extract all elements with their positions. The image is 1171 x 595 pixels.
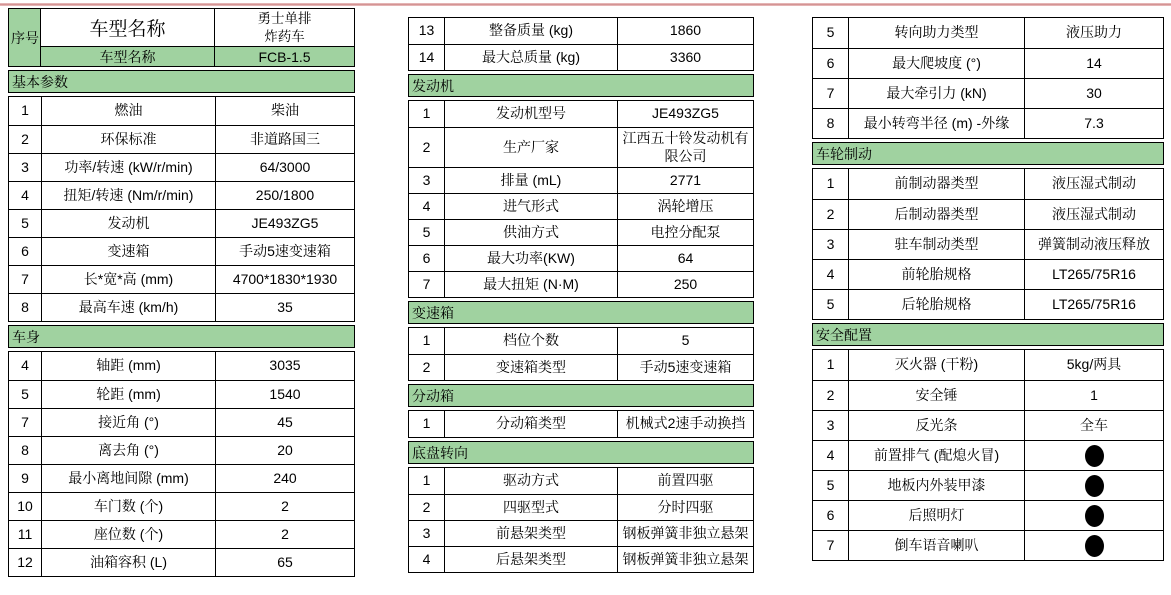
- row-label: 座位数 (个): [41, 521, 215, 548]
- row-value: LT265/75R16: [1024, 290, 1163, 319]
- table-row: [813, 380, 1163, 410]
- row-label: 最大牵引力 (kN): [848, 79, 1024, 108]
- vehicle-name-row: [41, 9, 354, 47]
- row-number: 2: [422, 358, 431, 375]
- table-row: [409, 494, 753, 520]
- table-row: [813, 259, 1163, 289]
- row-value: [1024, 471, 1163, 500]
- row-label: 后轮胎规格: [848, 290, 1024, 319]
- row-value: [1024, 441, 1163, 470]
- row-label: 车门数 (个): [41, 493, 215, 520]
- row-number: 1: [422, 105, 431, 122]
- section-header: 底盘转向: [408, 441, 754, 464]
- row-value: 前置四驱: [617, 468, 753, 494]
- row-value: 电控分配泵: [617, 220, 753, 245]
- row-value: 65: [215, 549, 354, 576]
- row-label: 驻车制动类型: [848, 230, 1024, 259]
- row-label: 接近角 (°): [41, 409, 215, 436]
- row-value: 2: [215, 521, 354, 548]
- row-value: 钢板弹簧非独立悬架: [617, 547, 753, 572]
- row-label: 前置排气 (配熄火冒): [848, 441, 1024, 470]
- row-label: 最大总质量 (kg): [444, 45, 617, 70]
- table-row: [409, 167, 753, 193]
- row-value: 20: [215, 437, 354, 464]
- vehicle-name-value: [215, 9, 354, 46]
- section-header: 安全配置: [812, 323, 1164, 346]
- row-label: 地板内外装甲漆: [848, 471, 1024, 500]
- row-label: 轴距 (mm): [41, 352, 215, 380]
- row-label: 变速箱类型: [444, 355, 617, 380]
- table-row: [9, 380, 354, 408]
- table-row: [813, 199, 1163, 229]
- table-row: [813, 48, 1163, 78]
- row-label: 分动箱类型: [444, 411, 617, 437]
- model-code-row: [41, 47, 354, 66]
- table-row: [813, 350, 1163, 380]
- row-number: 3: [826, 235, 835, 252]
- row-value: 250/1800: [215, 182, 354, 209]
- filled-circle-icon: [1085, 475, 1104, 497]
- table-row: [409, 101, 753, 127]
- left-column-body: [8, 70, 355, 577]
- filled-circle-icon: [1085, 535, 1104, 557]
- row-value: [1024, 501, 1163, 530]
- row-label: 转向助力类型: [848, 18, 1024, 48]
- column-basic-params: [8, 8, 355, 577]
- row-number: 3: [21, 158, 29, 175]
- row-number: 1: [826, 356, 835, 373]
- row-number: 2: [826, 386, 835, 403]
- table-row: [409, 468, 753, 494]
- vehicle-name-line1: 勇士单排: [257, 10, 312, 26]
- row-value: 240: [215, 465, 354, 492]
- spec-table: [812, 17, 1164, 139]
- table-row: [813, 530, 1163, 560]
- spec-table: [8, 351, 355, 577]
- row-number: 1: [422, 332, 431, 349]
- row-number: 11: [17, 525, 33, 542]
- row-number: 7: [422, 275, 431, 292]
- table-row: [409, 546, 753, 572]
- table-row: [9, 181, 354, 209]
- model-code-value: FCB-1.5: [258, 48, 311, 65]
- filled-circle-icon: [1085, 505, 1104, 527]
- row-value: 液压湿式制动: [1024, 169, 1163, 199]
- table-row: [9, 293, 354, 321]
- row-number: 1: [21, 102, 29, 119]
- table-row: [9, 97, 354, 125]
- vehicle-header-table: [8, 8, 355, 67]
- table-row: [409, 193, 753, 219]
- row-value: 液压湿式制动: [1024, 200, 1163, 229]
- row-number: 3: [422, 524, 431, 541]
- table-row: [9, 436, 354, 464]
- row-value: [1024, 531, 1163, 560]
- spec-table: [408, 100, 754, 298]
- table-row: [9, 464, 354, 492]
- row-number: 2: [422, 138, 431, 155]
- row-label: 驱动方式: [444, 468, 617, 494]
- row-label: 供油方式: [444, 220, 617, 245]
- row-value: 液压助力: [1024, 18, 1163, 48]
- spec-table: [812, 168, 1164, 320]
- row-number: 7: [21, 270, 29, 287]
- row-value: 45: [215, 409, 354, 436]
- row-label: 进气形式: [444, 194, 617, 219]
- table-row: [9, 153, 354, 181]
- row-value: 手动5速变速箱: [617, 355, 753, 380]
- row-label: 最大功率(KW): [444, 246, 617, 271]
- row-number: 4: [21, 357, 29, 374]
- table-row: [9, 520, 354, 548]
- table-row: [409, 271, 753, 297]
- row-value: 64: [617, 246, 753, 271]
- row-label: 后制动器类型: [848, 200, 1024, 229]
- row-number: 4: [422, 197, 431, 214]
- row-label: 后照明灯: [848, 501, 1024, 530]
- top-divider-line: [0, 3, 1171, 6]
- right-column-body: [812, 17, 1164, 561]
- row-value: JE493ZG5: [617, 101, 753, 127]
- table-row: [9, 125, 354, 153]
- row-value: 1: [1024, 381, 1163, 410]
- row-label: 长*宽*高 (mm): [41, 266, 215, 293]
- row-number: 4: [21, 186, 29, 203]
- filled-circle-icon: [1085, 445, 1104, 467]
- table-row: [409, 18, 753, 44]
- row-label: 安全锤: [848, 381, 1024, 410]
- row-label: 灭火器 (干粉): [848, 350, 1024, 380]
- row-label: 油箱容积 (L): [41, 549, 215, 576]
- row-label: 最大扭矩 (N·M): [444, 272, 617, 297]
- row-label: 最大爬坡度 (°): [848, 49, 1024, 78]
- row-label: 环保标准: [41, 126, 215, 153]
- table-row: [9, 408, 354, 436]
- row-number: 8: [826, 114, 835, 131]
- row-label: 前轮胎规格: [848, 260, 1024, 289]
- row-label: 后悬架类型: [444, 547, 617, 572]
- row-label: 倒车语音喇叭: [848, 531, 1024, 560]
- row-value: 30: [1024, 79, 1163, 108]
- spec-table: [408, 327, 754, 381]
- row-value: 35: [215, 294, 354, 321]
- row-value: 2771: [617, 168, 753, 193]
- column-engine-drivetrain: [408, 17, 754, 573]
- row-number: 1: [826, 175, 835, 192]
- vehicle-name-label: 车型名称: [41, 9, 215, 46]
- table-row: [9, 237, 354, 265]
- table-row: [409, 520, 753, 546]
- row-label: 扭矩/转速 (Nm/r/min): [41, 182, 215, 209]
- row-value: 江西五十铃发动机有限公司: [617, 128, 753, 167]
- table-row: [813, 229, 1163, 259]
- row-label: 发动机: [41, 210, 215, 237]
- row-number: 2: [826, 205, 835, 222]
- row-value: 机械式2速手动换挡: [617, 411, 753, 437]
- row-label: 排量 (mL): [444, 168, 617, 193]
- row-number: 12: [17, 553, 33, 570]
- row-number: 6: [826, 506, 835, 523]
- row-value: 弹簧制动液压释放: [1024, 230, 1163, 259]
- row-value: 64/3000: [215, 154, 354, 181]
- serial-number-header-cell: 序号: [9, 9, 41, 66]
- row-number: 10: [17, 497, 33, 514]
- row-value: 2: [215, 493, 354, 520]
- row-number: 6: [826, 54, 835, 71]
- table-row: [813, 470, 1163, 500]
- row-value: 钢板弹簧非独立悬架: [617, 521, 753, 546]
- row-number: 4: [826, 265, 835, 282]
- row-value: 14: [1024, 49, 1163, 78]
- row-label: 功率/转速 (kW/r/min): [41, 154, 215, 181]
- table-row: [409, 219, 753, 245]
- table-row: [813, 18, 1163, 48]
- table-row: [813, 108, 1163, 138]
- section-header: 分动箱: [408, 384, 754, 407]
- row-label: 生产厂家: [444, 128, 617, 167]
- table-row: [9, 548, 354, 576]
- spec-table: [408, 467, 754, 573]
- row-number: 4: [826, 446, 835, 463]
- row-value: 全车: [1024, 411, 1163, 440]
- row-label: 燃油: [41, 97, 215, 125]
- section-header: 车轮制动: [812, 142, 1164, 165]
- row-number: 6: [21, 242, 29, 259]
- row-number: 7: [826, 536, 835, 553]
- table-row: [409, 44, 753, 70]
- row-label: 离去角 (°): [41, 437, 215, 464]
- row-number: 9: [21, 469, 29, 486]
- table-row: [409, 354, 753, 380]
- row-number: 5: [826, 295, 835, 312]
- row-value: 手动5速变速箱: [215, 238, 354, 265]
- row-number: 8: [21, 298, 29, 315]
- row-value: 柴油: [215, 97, 354, 125]
- row-value: 3360: [617, 45, 753, 70]
- section-header: 变速箱: [408, 301, 754, 324]
- row-value: 250: [617, 272, 753, 297]
- row-number: 5: [826, 24, 835, 41]
- middle-column-body: [408, 17, 754, 573]
- table-row: [813, 169, 1163, 199]
- spec-table: [8, 96, 355, 322]
- vehicle-name-line2: 炸药车: [264, 28, 305, 44]
- row-label: 轮距 (mm): [41, 381, 215, 408]
- row-number: 6: [422, 249, 431, 266]
- row-label: 最小离地间隙 (mm): [41, 465, 215, 492]
- row-number: 5: [21, 385, 29, 402]
- row-value: 5: [617, 328, 753, 354]
- row-label: 最高车速 (km/h): [41, 294, 215, 321]
- vehicle-header-main: [41, 9, 354, 66]
- row-value: LT265/75R16: [1024, 260, 1163, 289]
- table-row: [409, 411, 753, 437]
- table-row: [813, 440, 1163, 470]
- row-number: 14: [418, 48, 435, 65]
- spec-table: [812, 349, 1164, 561]
- row-number: 7: [826, 84, 835, 101]
- spec-table: [408, 410, 754, 438]
- row-number: 5: [826, 476, 835, 493]
- row-value: 4700*1830*1930: [215, 266, 354, 293]
- row-number: 8: [21, 441, 29, 458]
- spec-table: [408, 17, 754, 71]
- row-number: 3: [826, 416, 835, 433]
- table-row: [409, 328, 753, 354]
- row-label: 反光条: [848, 411, 1024, 440]
- row-value: JE493ZG5: [215, 210, 354, 237]
- row-number: 2: [21, 130, 29, 147]
- row-value: 1860: [617, 18, 753, 44]
- row-value: 1540: [215, 381, 354, 408]
- table-row: [9, 492, 354, 520]
- section-header: 车身: [8, 325, 355, 348]
- row-number: 13: [418, 22, 435, 39]
- row-number: 3: [422, 171, 431, 188]
- table-row: [813, 410, 1163, 440]
- table-row: [813, 500, 1163, 530]
- row-label: 档位个数: [444, 328, 617, 354]
- row-label: 最小转弯半径 (m) -外缘: [848, 109, 1024, 138]
- row-label: 四驱型式: [444, 495, 617, 520]
- section-header: 发动机: [408, 74, 754, 97]
- row-number: 5: [422, 223, 431, 240]
- row-value: 3035: [215, 352, 354, 380]
- column-brakes-safety: [812, 17, 1164, 561]
- row-label: 前悬架类型: [444, 521, 617, 546]
- section-header: 基本参数: [8, 70, 355, 93]
- table-row: [409, 127, 753, 167]
- row-label: 变速箱: [41, 238, 215, 265]
- row-value: 5kg/两具: [1024, 350, 1163, 380]
- row-number: 7: [21, 413, 29, 430]
- model-code-label: 车型名称: [41, 47, 215, 66]
- table-row: [9, 209, 354, 237]
- row-number: 1: [422, 415, 431, 432]
- row-value: 7.3: [1024, 109, 1163, 138]
- row-number: 4: [422, 550, 431, 567]
- row-label: 前制动器类型: [848, 169, 1024, 199]
- row-label: 整备质量 (kg): [444, 18, 617, 44]
- table-row: [813, 78, 1163, 108]
- row-value: 非道路国三: [215, 126, 354, 153]
- table-row: [813, 289, 1163, 319]
- row-number: 2: [422, 498, 431, 515]
- row-value: 分时四驱: [617, 495, 753, 520]
- row-number: 1: [422, 472, 431, 489]
- row-number: 5: [21, 214, 29, 231]
- row-label: 发动机型号: [444, 101, 617, 127]
- table-row: [9, 265, 354, 293]
- row-value: 涡轮增压: [617, 194, 753, 219]
- table-row: [9, 352, 354, 380]
- table-row: [409, 245, 753, 271]
